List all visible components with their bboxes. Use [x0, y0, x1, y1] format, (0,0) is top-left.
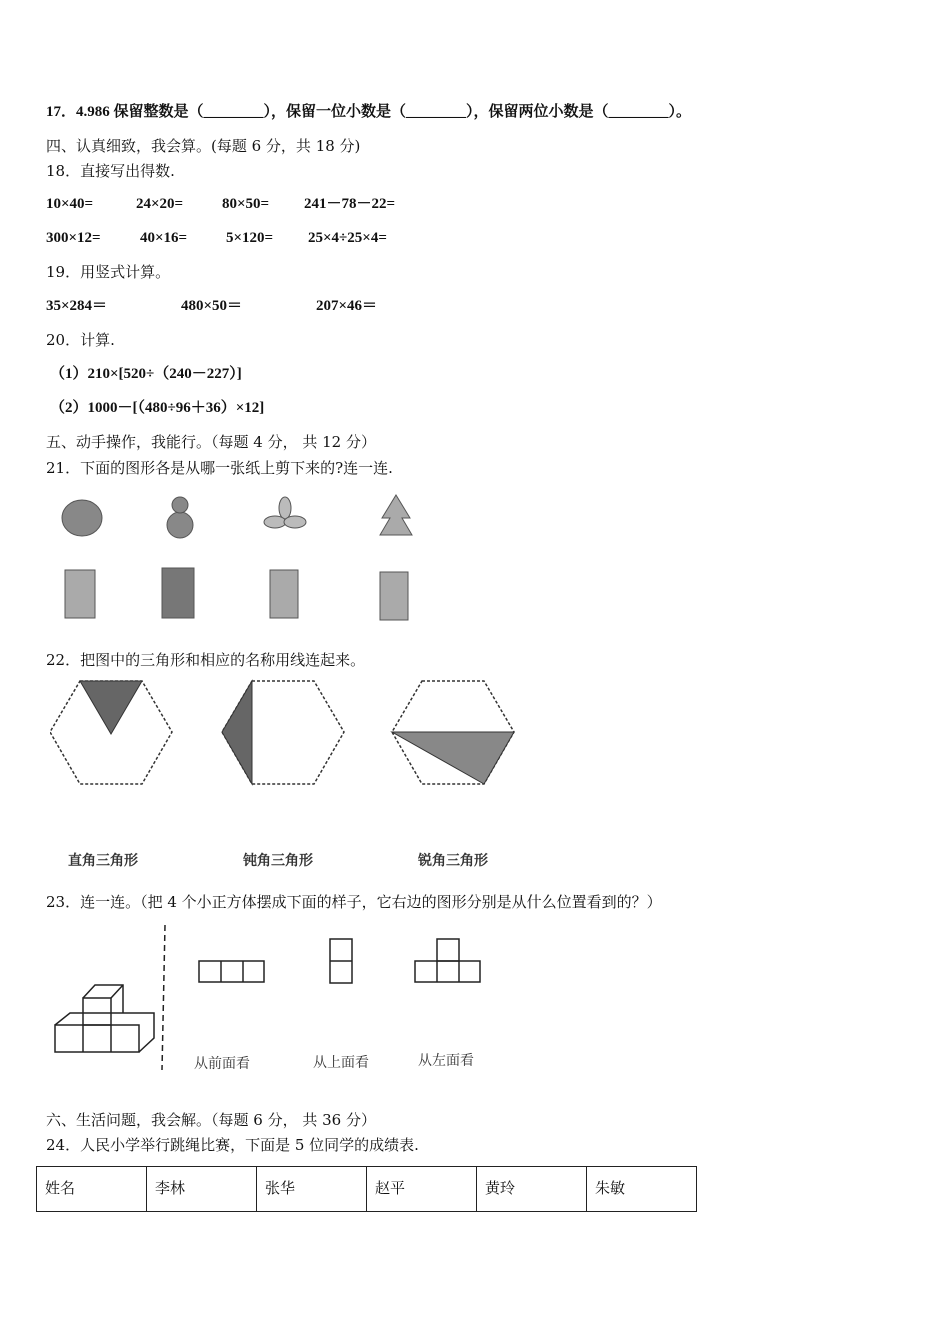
- gourd-shape: [167, 497, 193, 538]
- label-acute-triangle: 锐角三角形: [418, 853, 488, 869]
- question-17: 17．4.986 保留整数是（________），保留一位小数是（________），保留两位小数是（________）。: [46, 104, 692, 120]
- section-4-heading: 四、认真细致，我会算。(每题 6 分，共 18 分): [46, 137, 361, 155]
- calc-item: 24×20=: [136, 196, 184, 212]
- label-left-view: 从左面看: [418, 1053, 474, 1069]
- label-obtuse-triangle: 钝角三角形: [243, 853, 313, 869]
- calc-item: （2）1000－[（480÷96＋36）×12]: [50, 400, 265, 416]
- calc-item: 300×12=: [46, 230, 101, 246]
- triangle-right: [222, 681, 252, 784]
- question-23-title: 23．连一连。（把 4 个小正方体摆成下面的样子，它右边的图形分别是从什么位置看到的？）: [46, 893, 662, 911]
- apple-shape: [62, 500, 102, 536]
- cutout-figures: [40, 490, 440, 630]
- paper-3: [270, 570, 298, 618]
- question-24-title: 24．人民小学举行跳绳比赛，下面是 5 位同学的成绩表.: [46, 1136, 419, 1154]
- calc-item: 80×50=: [222, 196, 270, 212]
- table-cell: 赵平: [367, 1167, 477, 1212]
- calc-item: 40×16=: [140, 230, 188, 246]
- calc-item: 207×46＝: [316, 298, 378, 314]
- calc-item: 10×40=: [46, 196, 94, 212]
- triangle-acute: [80, 681, 142, 734]
- calc-item: 5×120=: [226, 230, 274, 246]
- table-cell: 李林: [147, 1167, 257, 1212]
- calc-item: （1）210×[520÷（240－227）]: [50, 366, 242, 382]
- calc-item: 25×4÷25×4=: [308, 230, 387, 246]
- flower-shape: [264, 497, 306, 528]
- question-21-title: 21．下面的图形各是从哪一张纸上剪下来的?连一连.: [46, 459, 393, 477]
- question-18-title: 18．直接写出得数.: [46, 162, 175, 180]
- label-front-view: 从前面看: [194, 1056, 250, 1072]
- question-22-title: 22．把图中的三角形和相应的名称用线连起来。: [46, 651, 366, 669]
- paper-2: [162, 568, 194, 618]
- calc-item: 241－78－22=: [304, 196, 396, 212]
- paper-4: [380, 572, 408, 620]
- question-19-title: 19．用竖式计算。: [46, 263, 171, 281]
- table-cell: 张华: [257, 1167, 367, 1212]
- score-table: [36, 1166, 697, 1212]
- calc-item: 35×284＝: [46, 298, 108, 314]
- table-cell: 朱敏: [587, 1167, 697, 1212]
- triangle-obtuse: [392, 732, 514, 784]
- tree-shape: [380, 495, 412, 535]
- table-cell: 黄玲: [477, 1167, 587, 1212]
- table-row: [37, 1167, 697, 1212]
- hexagon-figures: [50, 678, 520, 790]
- question-20-title: 20．计算.: [46, 331, 115, 349]
- label-top-view: 从上面看: [313, 1055, 369, 1071]
- table-cell: 姓名: [37, 1167, 147, 1212]
- label-right-triangle: 直角三角形: [68, 853, 138, 869]
- paper-1: [65, 570, 95, 618]
- section-5-heading: 五、动手操作，我能行。（每题 4 分， 共 12 分）: [46, 433, 376, 451]
- section-6-heading: 六、生活问题，我会解。（每题 6 分， 共 36 分）: [46, 1111, 376, 1129]
- calc-item: 480×50＝: [181, 298, 243, 314]
